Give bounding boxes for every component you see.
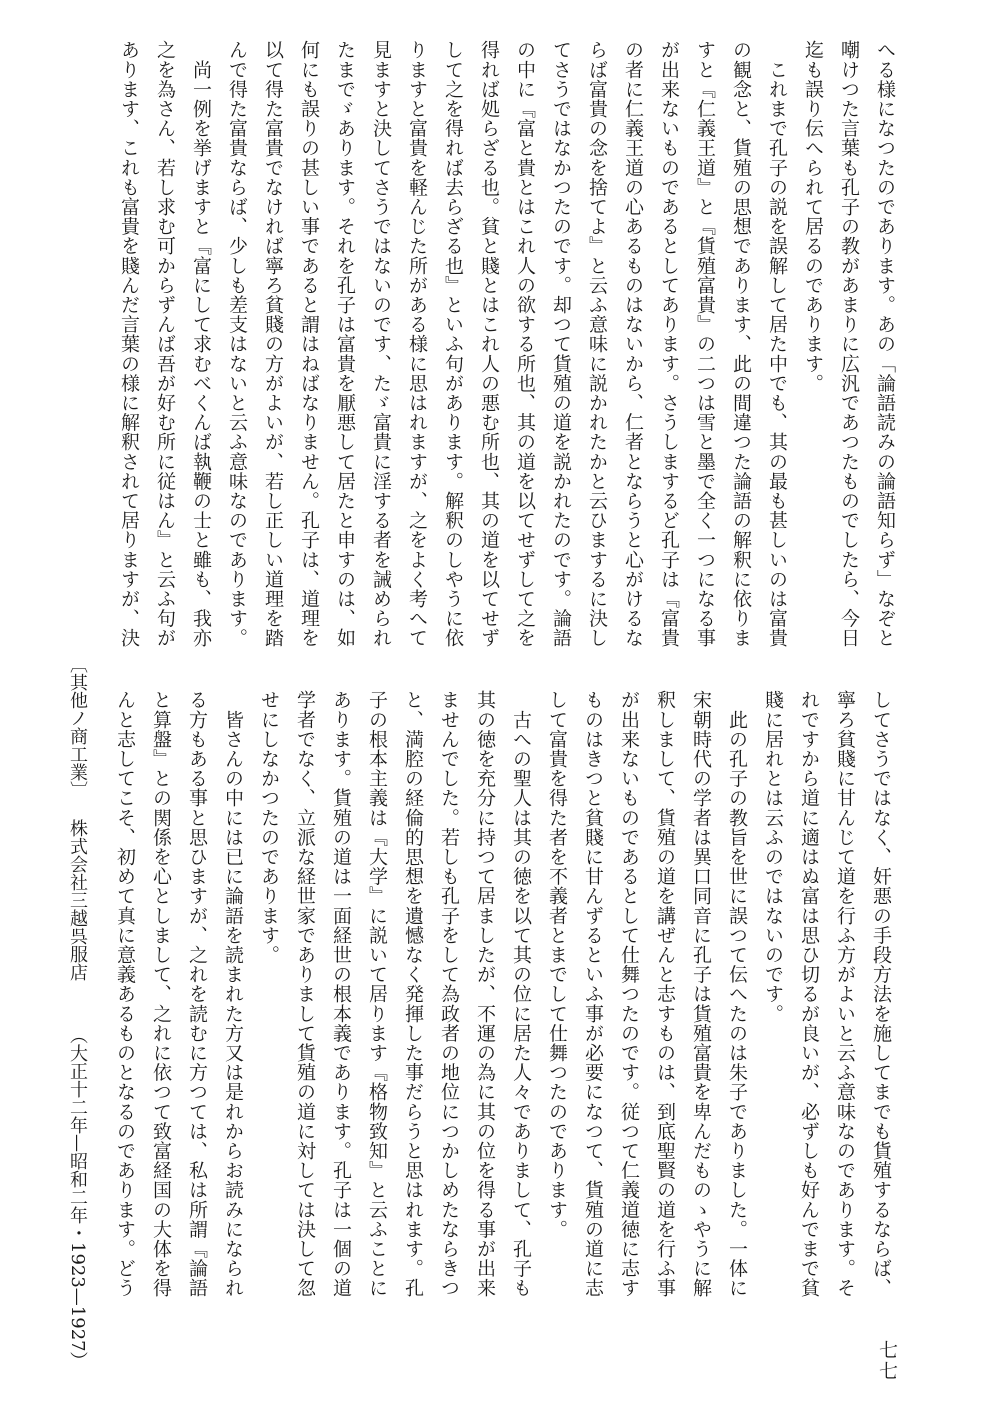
text-column: 得れば処らざる也。貧と賤とはこれ人の悪む所也、其の道を以てせず [478, 40, 500, 648]
text-column: してさうではなく、奸悪の手段方法を施してまでも貨殖するならば、 [870, 690, 892, 1298]
text-column: 賤に居れとは云ふのではないのです。 [762, 690, 784, 1024]
text-column: れですから道に適はぬ富は思ひ切るが良いが、必ずしも好んでまで貧 [798, 690, 820, 1298]
text-column: んで得た富貴ならば、少しも差支はないと云ふ意味なのであります。 [226, 40, 248, 648]
text-column: 寧ろ貧賤に甘んじて道を行ふ方がよいと云ふ意味なのであります。そ [834, 690, 856, 1298]
text-column: 学者でなく、立派な経世家でありまして貨殖の道に対しては決して忽 [294, 690, 316, 1298]
text-column: らば富貴の念を捨てよ』と云ふ意味に説かれたかと云ひまするに決し [586, 40, 608, 648]
text-column: これまで孔子の説を誤解して居た中でも、其の最も甚しいのは富貴 [766, 40, 788, 648]
text-column: てさうではなかつたのです。却つて貨殖の道を説かれたのです。論語 [550, 40, 572, 648]
text-column: の中に『富と貴とはこれ人の欲する所也、其の道を以てせずして之を [514, 40, 536, 648]
text-column: 宋朝時代の学者は異口同音に孔子は貨殖富貴を卑んだものゝやうに解 [690, 690, 712, 1298]
text-column: 釈しまして、貨殖の道を講ぜんと志すものは、到底聖賢の道を行ふ事 [654, 690, 676, 1298]
text-column: して富貴を得た者を不義者とまでして仕舞つたのであります。 [546, 690, 568, 1239]
text-column: 子の根本主義は『大学』に説いて居ります『格物致知』と云ふことに [366, 690, 388, 1298]
text-column: 見ますと決してさうではないのです、たゞ富貴に淫する者を誡められ [370, 40, 392, 648]
footer-period: （大正十二年—昭和二年・1923—1927） [67, 1026, 88, 1371]
text-column: 迄も誤り伝へられて居るのであります。 [802, 40, 824, 393]
text-block-top [111, 40, 903, 665]
footer-category: 〔其他ノ商工業〕 [67, 655, 88, 799]
text-column: が出来ないものであるとしてあります。さうしまするど孔子は『富貴 [658, 40, 680, 648]
text-column: 此の孔子の教旨を世に誤つて伝へたのは朱子でありました。一体に [726, 690, 748, 1298]
text-column: 何にも誤りの甚しい事であると謂はねばなりません。孔子は、道理を [298, 40, 320, 648]
text-column: んと志してこそ、初めて真に意義あるものとなるのであります。どう [114, 690, 136, 1298]
text-column: 皆さんの中には已に論語を読まれた方又は是れからお読みになられ [222, 690, 244, 1298]
text-block-bottom [107, 690, 899, 1315]
text-column: せにしなかつたのであります。 [258, 690, 280, 965]
text-column: が出来ないものであるとして仕舞つたのです。従つて仁義道徳に志す [618, 690, 640, 1298]
text-column: と算盤』との関係を心としまして、之れに依つて致富経国の大体を得 [150, 690, 172, 1298]
text-column: の者に仁義王道の心あるものはないから、仁者とならうと心がけるな [622, 40, 644, 648]
text-column: 其の徳を充分に持つて居ましたが、不運の為に其の位を得る事が出来 [474, 690, 496, 1298]
footer-company: 株式会社三越呉服店 [67, 818, 88, 981]
text-column: りますと富貴を軽んじた所がある様に思はれますが、之をよく考へて [406, 40, 428, 648]
text-column: と、満腔の経倫的思想を遺憾なく発揮した事だらうと思はれます。孔 [402, 690, 424, 1298]
text-column: 以て得た富貴でなければ寧ろ貧賤の方がよいが、若し正しい道理を踏 [262, 40, 284, 648]
text-column: の観念と、貨殖の思想であります、此の間違つた論語の解釈に依りま [730, 40, 752, 648]
text-column: 嘲けつた言葉も孔子の教があまりに広汎であつたものでしたら、今日 [838, 40, 860, 648]
running-footer [62, 655, 92, 1370]
text-column: ものはきつと貧賤に甘んずるといふ事が必要になつて、貨殖の道に志 [582, 690, 604, 1298]
text-column: すと『仁義王道』と『貨殖富貴』の二つは雪と墨で全く一つになる事 [694, 40, 716, 648]
text-column: して之を得れば去らざる也』といふ句があります。解釈のしやうに依 [442, 40, 464, 648]
text-column: 之を為さん、若し求む可からずんば吾が好む所に従はん』と云ふ句が [154, 40, 176, 648]
text-column: る方もある事と思ひますが、之れを読むに方つては、私は所謂『論語 [186, 690, 208, 1298]
page-number: 七七 [876, 1340, 898, 1382]
text-column: たまでゞあります。それを孔子は富貴を厭悪して居たと申すのは、如 [334, 40, 356, 648]
text-column: 古への聖人は其の徳を以て其の位に居た人々でありまして、孔子も [510, 690, 532, 1298]
text-column: 尚一例を挙げますと『富にして求むべくんば執鞭の士と雖も、我亦 [190, 40, 212, 648]
text-column: あります、これも富貴を賤んだ言葉の様に解釈されて居りますが、決 [118, 40, 140, 648]
text-column: あります。貨殖の道は一面経世の根本義であります。孔子は一個の道 [330, 690, 352, 1298]
text-column: ませんでした。若しも孔子をして為政者の地位につかしめたならきつ [438, 690, 460, 1298]
text-column: へる様になつたのであります。あの「論語読みの論語知らず」なぞと [874, 40, 896, 648]
